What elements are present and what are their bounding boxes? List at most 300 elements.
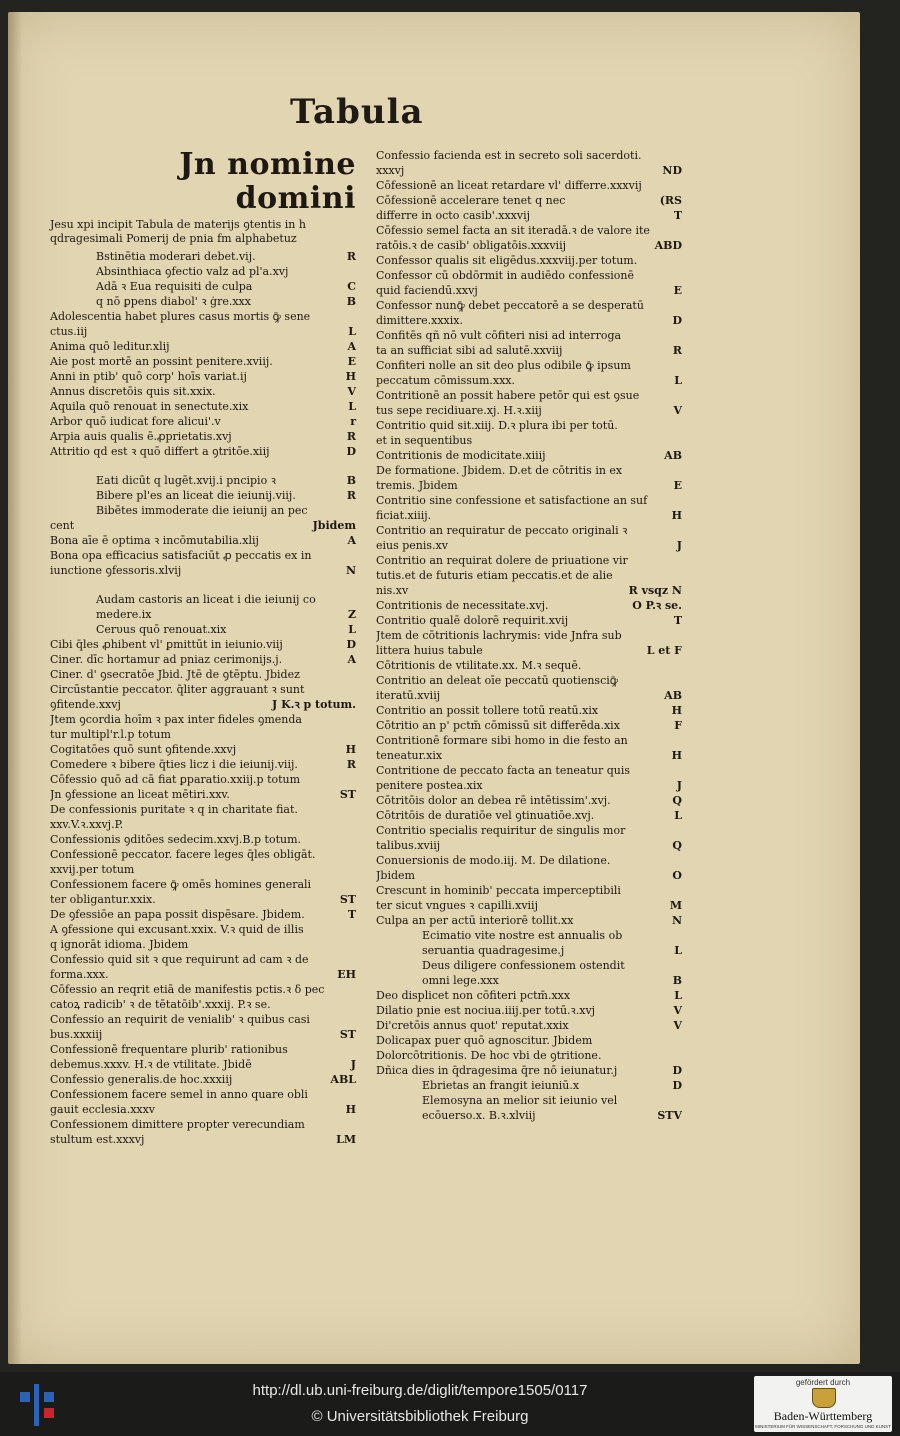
entry-text: Elemosyna an melior sit ieiunio vel (422, 1094, 618, 1107)
entry-text: talibus.xviij (376, 839, 441, 852)
index-entry (50, 1072, 356, 1087)
entry-text: Confessionem dimittere propter verecundiam (50, 1118, 305, 1131)
entry-reference: (RS (659, 194, 682, 207)
entry-reference: T (673, 209, 682, 222)
index-entry (50, 1012, 356, 1027)
entry-text: De formatione. Jbidem. D.et de cōtritis in ex (376, 464, 623, 477)
entry-text: Confitēs qñ nō vult cōfiteri nisi ad interroga (376, 329, 622, 342)
entry-text: quid faciendū.xxvj (376, 284, 478, 297)
entry-reference: ABL (330, 1073, 356, 1086)
entry-text: Contritio qualē dolorē requirit.xvij (376, 614, 569, 627)
entry-text: Contritione de peccato facta an teneatur quis (376, 764, 631, 777)
entry-text: Absinthiaca ꝯfectio valz ad pl'a.xvj (96, 265, 289, 278)
entry-text: Cōtritōis de duratiōe vel ꝯtinuatiōe.xvj. (376, 809, 595, 822)
entry-text: forma.xxx. (50, 968, 109, 981)
index-entry (50, 592, 356, 607)
entry-text: tur multipl'r.l.p totum (50, 728, 171, 741)
index-entry (376, 568, 682, 583)
entry-reference: r (350, 415, 356, 428)
index-entry (376, 988, 682, 1003)
entry-text: xxxvj (376, 164, 405, 177)
entry-text: xxv.V.ꝛ.xxvj.P. (50, 818, 124, 831)
index-entry (376, 778, 682, 793)
index-entry (50, 414, 356, 429)
index-entry (376, 1033, 682, 1048)
entry-text: Adolescentia habet plures casus mortis ꝙ̄ sene (50, 310, 311, 323)
incipit-text: Jesu xpi incipit Tabula de materijs ꝯtentis in h qdragesimali Pomerij de pnia fm alphabetuz (50, 218, 306, 245)
entry-text: ecōuerso.x. B.ꝛ.xlviij (422, 1109, 536, 1122)
entry-text: Confessor qualis sit eligēdus.xxxviij.per totum. (376, 254, 638, 267)
entry-reference: R (346, 758, 356, 771)
entry-reference (664, 493, 682, 508)
index-entry (376, 268, 682, 283)
index-entry (376, 418, 682, 433)
entry-reference: L (674, 944, 682, 957)
entry-reference (664, 433, 682, 448)
section-spacer (50, 578, 356, 592)
entry-text: Jn ꝯfessione an liceat mētiri.xxv. (50, 788, 230, 801)
index-entry (50, 682, 356, 697)
entry-reference: A (347, 653, 356, 666)
index-entry (50, 399, 356, 414)
entry-reference: D (672, 1079, 682, 1092)
entry-text: q nō ꝑpens diabol' ꝛ ġre.xxx (96, 295, 251, 308)
entry-reference: V (673, 404, 682, 417)
entry-reference (338, 937, 356, 952)
index-entry (50, 997, 356, 1012)
entry-reference (664, 658, 682, 673)
entry-reference (664, 418, 682, 433)
sponsor-caption: gefördert durch (795, 1378, 851, 1387)
entry-text: Jtem de cōtritionis lachrymis: vide Jnfra sub (376, 629, 622, 642)
entry-reference: V (673, 1019, 682, 1032)
entry-reference: H (671, 704, 682, 717)
entry-reference (338, 667, 356, 682)
index-entry (376, 793, 682, 808)
entry-reference (664, 853, 682, 868)
entry-text: A ꝯfessione qui excusant.xxix. V.ꝛ quid de illis (50, 923, 304, 936)
entry-text: Jtem ꝯcordia hoīm ꝛ pax inter fideles ꝯmenda (50, 713, 302, 726)
entry-reference: L (348, 623, 356, 636)
entry-text: Conuersionis de modo.iij. M. De dilatione. (376, 854, 611, 867)
index-entry (376, 628, 682, 643)
entry-text: Ciner. dīc hortamur ad pniaz cerimonijs.j. (50, 653, 283, 666)
entry-reference: L (348, 325, 356, 338)
entry-text: debemus.xxxv. H.ꝛ de vtilitate. Jbidē (50, 1058, 252, 1071)
index-entry (376, 1078, 682, 1093)
entry-text: Anima quō leditur.xlij (50, 340, 170, 353)
entry-reference: EH (337, 968, 356, 981)
entry-text: Confessionem facere ꝙ̄ omēs homines generali (50, 878, 312, 891)
index-entry (50, 533, 356, 548)
entry-text: Ecimatio vite nostre est annualis ob (422, 929, 623, 942)
entry-reference: R (346, 250, 356, 263)
entry-reference: L (348, 400, 356, 413)
entry-text: Circūstantie peccator. q̄liter aggrauant ꝛ sunt (50, 683, 305, 696)
entry-text: Contritio an requiratur de peccato originali ꝛ (376, 524, 628, 537)
entry-reference: T (347, 908, 356, 921)
index-entry (50, 652, 356, 667)
index-entry (50, 907, 356, 922)
entry-reference: J K.ꝛ p totum. (272, 698, 356, 711)
index-entry (50, 952, 356, 967)
index-entry (376, 1018, 682, 1033)
entry-reference (338, 802, 356, 817)
entry-text: tutis.et de futuris etiam peccatis.et de alie (376, 569, 613, 582)
index-entry (376, 1093, 682, 1108)
entry-reference (664, 553, 682, 568)
entry-reference: H (345, 370, 356, 383)
entry-text: Contritionē an possit habere petōr qui est ꝯsue (376, 389, 640, 402)
entry-text: Jbidem (376, 869, 415, 882)
index-entry (50, 1117, 356, 1132)
entry-reference (338, 982, 356, 997)
index-entry (376, 163, 682, 178)
index-entry (376, 853, 682, 868)
page-heading: Tabula (290, 92, 424, 132)
entry-text: Ciner. d' ꝯsecratōe Jbid. Jtē de ꝯtēptu. Jbidez (50, 668, 300, 681)
index-entry (376, 1003, 682, 1018)
entry-text: Attritio qd est ꝛ quō differt a ꝯtritōe.xiij (50, 445, 270, 458)
index-entry (376, 343, 682, 358)
index-entry (376, 943, 682, 958)
entry-text: Confessionē frequentare plurib' rationibus (50, 1043, 288, 1056)
entry-text: Cogitatōes quō sunt ꝯfitende.xxvj (50, 743, 237, 756)
entry-text: Contritionis de necessitate.xvj. (376, 599, 549, 612)
index-entry (376, 388, 682, 403)
entry-reference: E (673, 284, 682, 297)
entry-reference (664, 268, 682, 283)
entry-reference (338, 503, 356, 518)
entry-text: Confessio generalis.de hoc.xxxiij (50, 1073, 233, 1086)
entry-text: q ignorāt idioma. Jbidem (50, 938, 189, 951)
entry-reference: L (674, 374, 682, 387)
entry-reference: D (672, 314, 682, 327)
entry-text: stultum est.xxxvj (50, 1133, 145, 1146)
entry-text: Contritio an requirat dolere de priuatione vir (376, 554, 628, 567)
entry-reference: E (347, 355, 356, 368)
index-entry (376, 538, 682, 553)
entry-reference (664, 463, 682, 478)
entry-text: ter sicut vngues ꝛ capilli.xviij (376, 899, 538, 912)
index-entry (376, 1048, 682, 1063)
index-entry (50, 369, 356, 384)
index-entry (376, 283, 682, 298)
index-entry (50, 339, 356, 354)
index-entry (376, 328, 682, 343)
index-entry (50, 667, 356, 682)
index-entry (50, 563, 356, 578)
entry-reference: Q (672, 794, 682, 807)
index-entry (50, 787, 356, 802)
entry-reference (664, 1033, 682, 1048)
entry-reference (338, 877, 356, 892)
entry-reference: O P.ꝛ se. (632, 599, 682, 612)
index-entry (50, 1027, 356, 1042)
entry-reference (338, 772, 356, 787)
entry-text: Contritio sine confessione et satisfactione an suf (376, 494, 648, 507)
entry-text: Contritionē formare sibi homo in die festo an (376, 734, 628, 747)
entry-reference (664, 148, 682, 163)
index-entry (50, 892, 356, 907)
entry-text: medere.ix (96, 608, 152, 621)
entry-text: Confessionē peccator. facere leges q̄les obligāt. (50, 848, 316, 861)
entry-text: bus.xxxiij (50, 1028, 103, 1041)
entry-reference (664, 178, 682, 193)
index-entry (50, 294, 356, 309)
index-entry (376, 238, 682, 253)
entry-reference (664, 763, 682, 778)
entry-text: Anni in ptib' quō corp' hoīs variat.ij (50, 370, 247, 383)
index-entry (376, 883, 682, 898)
entry-text: Confiteri nolle an sit deo plus odibile ꝙ̄ ipsum (376, 359, 631, 372)
entry-text: Deo displicet non cōfiteri pctm̄.xxx (376, 989, 571, 1002)
index-entry (376, 478, 682, 493)
entry-text: Adā ꝛ Eua requisiti de culpa (96, 280, 253, 293)
left-column (50, 148, 356, 1147)
sponsor-logo[interactable] (754, 1376, 892, 1432)
index-entry (50, 877, 356, 892)
entry-reference: H (345, 743, 356, 756)
index-entry (50, 279, 356, 294)
index-entry (376, 718, 682, 733)
entry-text: ctus.iij (50, 325, 88, 338)
entry-text: Arbor quō iudicat fore alicui'.v (50, 415, 221, 428)
index-entry (376, 688, 682, 703)
entry-reference (664, 673, 682, 688)
entry-reference: L (674, 989, 682, 1002)
entry-text: Culpa an per actū interiorē tollit.xx (376, 914, 574, 927)
entry-text: Contritio specialis requiritur de singulis mor (376, 824, 626, 837)
index-entry (376, 193, 682, 208)
entry-reference (664, 253, 682, 268)
index-entry (50, 697, 356, 712)
entry-reference (664, 523, 682, 538)
index-entry (50, 727, 356, 742)
entry-reference: R vsqz N (628, 584, 682, 597)
entry-text: ter obligantur.xxix. (50, 893, 156, 906)
entry-reference (338, 548, 356, 563)
entry-text: De ꝯfessiōe an papa possit dispēsare. Jbidem. (50, 908, 305, 921)
entry-reference (664, 958, 682, 973)
index-entry (50, 354, 356, 369)
index-entry (50, 324, 356, 339)
entry-reference: D (346, 445, 356, 458)
index-entry (50, 802, 356, 817)
index-entry (50, 847, 356, 862)
index-entry (376, 313, 682, 328)
entry-reference: ABD (654, 239, 682, 252)
document-url[interactable]: http://dl.ub.uni-freiburg.de/diglit/tempore1505/0117 (252, 1382, 588, 1399)
entry-reference (338, 309, 356, 324)
entry-reference (338, 1012, 356, 1027)
entry-reference: A (347, 340, 356, 353)
entry-text: et in sequentibus (376, 434, 473, 447)
index-entry (376, 703, 682, 718)
index-entry (376, 493, 682, 508)
entry-text: Confessor nunꝙ̄ debet peccatorē a se desperatū (376, 299, 644, 312)
index-entry (50, 937, 356, 952)
entry-reference: STV (657, 1109, 682, 1122)
entry-text: Contritio an deleat oīe peccatū quotiensciꝙ̄ (376, 674, 619, 687)
index-entry (376, 658, 682, 673)
entry-text: Bibētes immoderate die ieiunij an pec (96, 504, 308, 517)
index-entry (376, 448, 682, 463)
entry-reference (338, 682, 356, 697)
index-entry (50, 967, 356, 982)
index-entry (50, 832, 356, 847)
sponsor-ministry: MINISTERIUM FÜR WISSENSCHAFT, FORSCHUNG UND KUNST (755, 1424, 891, 1429)
entry-text: ficiat.xiiij. (376, 509, 432, 522)
entry-text: Eati dicūt q lugēt.xvij.i pncipio ꝛ (96, 474, 276, 487)
entry-text: dimittere.xxxix. (376, 314, 463, 327)
entry-reference: F (674, 719, 682, 732)
index-entry (50, 1057, 356, 1072)
entry-reference: H (345, 1103, 356, 1116)
entry-reference (338, 862, 356, 877)
entry-text: Annus discretōis quis sit.xxix. (50, 385, 216, 398)
copyright-notice: © Universitätsbibliothek Freiburg (311, 1408, 529, 1425)
entry-reference: Jbidem (312, 519, 356, 532)
entry-text: Dilatio pnie est nociua.iiij.per totū.ꝛ.xvj (376, 1004, 596, 1017)
index-entry (376, 913, 682, 928)
entry-reference (664, 1093, 682, 1108)
entry-text: ta an sufficiat sibi ad salutē.xxviij (376, 344, 563, 357)
entry-reference (338, 952, 356, 967)
entry-text: Contritionis de modicitate.xiiij (376, 449, 546, 462)
index-entry (376, 298, 682, 313)
entry-text: Confessor cū obdōrmit in audiēdo confessionē (376, 269, 635, 282)
incipit-title: Jn nomine domini (179, 147, 356, 216)
index-entry (376, 463, 682, 478)
entry-text: Contritio an possit tollere totū reatū.xix (376, 704, 599, 717)
index-entry (50, 757, 356, 772)
entry-reference (338, 847, 356, 862)
entry-text: cent (50, 519, 75, 532)
index-entry (50, 309, 356, 324)
entry-reference: AB (664, 449, 682, 462)
entry-reference (338, 264, 356, 279)
entry-text: iteratū.xviij (376, 689, 441, 702)
index-entry (50, 1042, 356, 1057)
entry-text: Confessionem facere semel in anno quare obli (50, 1088, 308, 1101)
entry-text: penitere postea.xix (376, 779, 483, 792)
entry-text: Di'cretōis annus quot' reputat.xxix (376, 1019, 569, 1032)
entry-reference: V (673, 1004, 682, 1017)
entry-text: Ebrietas an frangit ieiuniū.x (422, 1079, 580, 1092)
entry-text: Cibi q̄les ꝓhibent vl' ꝑmittūt in ieiunio.viij (50, 638, 283, 651)
index-entry (50, 518, 356, 533)
entry-reference: ST (339, 1028, 356, 1041)
index-entry (50, 712, 356, 727)
entry-reference: Q (672, 839, 682, 852)
index-entry (50, 249, 356, 264)
index-entry (50, 473, 356, 488)
entry-reference (338, 1117, 356, 1132)
entry-text: Dolorcōtritionis. De hoc vbi de ꝯtritione. (376, 1049, 602, 1062)
index-entry (376, 253, 682, 268)
entry-reference: H (671, 509, 682, 522)
entry-text: nis.xv (376, 584, 409, 597)
entry-text: Bstinētia moderari debet.vij. (96, 250, 256, 263)
entry-reference: ST (339, 788, 356, 801)
index-entry (50, 817, 356, 832)
entry-reference (664, 298, 682, 313)
entry-text: Aquila quō renouat in senectute.xix (50, 400, 249, 413)
entry-reference (664, 223, 682, 238)
index-entry (50, 982, 356, 997)
entry-text: eius penis.xv (376, 539, 448, 552)
entry-reference: B (672, 974, 682, 987)
index-entry (376, 403, 682, 418)
entry-reference (664, 388, 682, 403)
entry-reference: M (669, 899, 682, 912)
entry-reference (664, 328, 682, 343)
index-entry (376, 838, 682, 853)
index-entry (376, 208, 682, 223)
right-index-list (376, 148, 682, 1123)
entry-text: ꝯfitende.xxvj (50, 698, 121, 711)
entry-text: Bibere pl'es an liceat die ieiunij.viij. (96, 489, 296, 502)
index-entry (50, 922, 356, 937)
index-entry (376, 673, 682, 688)
entry-reference: J (676, 539, 682, 552)
viewer-footer (0, 1372, 900, 1436)
entry-reference: E (673, 479, 682, 492)
entry-text: Dolicapax puer quō agnoscitur. Jbidem (376, 1034, 593, 1047)
entry-reference (338, 712, 356, 727)
index-entry (376, 1108, 682, 1123)
entry-reference (338, 1087, 356, 1102)
left-index-list (50, 249, 356, 1147)
entry-text: gauit ecclesia.xxxv (50, 1103, 156, 1116)
index-entry (50, 264, 356, 279)
entry-reference: D (672, 1064, 682, 1077)
entry-reference: ND (662, 164, 682, 177)
entry-text: Confessio facienda est in secreto soli sacerdoti. (376, 149, 642, 162)
entry-reference: R (346, 430, 356, 443)
entry-text: Bona aīe ē optima ꝛ incōmutabilia.xlij (50, 534, 259, 547)
index-entry (376, 763, 682, 778)
entry-reference: B (346, 295, 356, 308)
entry-reference (664, 823, 682, 838)
entry-text: Deus diligere confessionem ostendit (422, 959, 625, 972)
entry-reference (338, 922, 356, 937)
entry-reference: J (676, 779, 682, 792)
entry-text: iunctione ꝯfessoris.xlvij (50, 564, 182, 577)
index-entry (50, 429, 356, 444)
entry-text: Comedere ꝛ bibere q̄ties licz i die ieiunij.viij. (50, 758, 298, 771)
index-entry (50, 384, 356, 399)
index-entry (50, 1087, 356, 1102)
entry-text: Cōfessionē accelerare tenet q nec (376, 194, 566, 207)
index-entry (376, 583, 682, 598)
entry-reference: L et F (646, 644, 682, 657)
entry-text: Cōfessionē an liceat retardare vl' differre.xxxvij (376, 179, 642, 192)
entry-text: Bona opa efficacius satisfaciūt ꝓ peccatis ex in (50, 549, 312, 562)
entry-text: Crescunt in hominib' peccata imperceptibili (376, 884, 621, 897)
entry-text: Cōtritionis de vtilitate.xx. M.ꝛ sequē. (376, 659, 582, 672)
entry-reference: B (346, 474, 356, 487)
entry-reference: N (671, 914, 682, 927)
index-entry (50, 637, 356, 652)
index-entry (376, 973, 682, 988)
entry-reference: T (673, 614, 682, 627)
index-entry (376, 358, 682, 373)
index-entry (50, 742, 356, 757)
entry-reference (338, 832, 356, 847)
index-entry (376, 553, 682, 568)
